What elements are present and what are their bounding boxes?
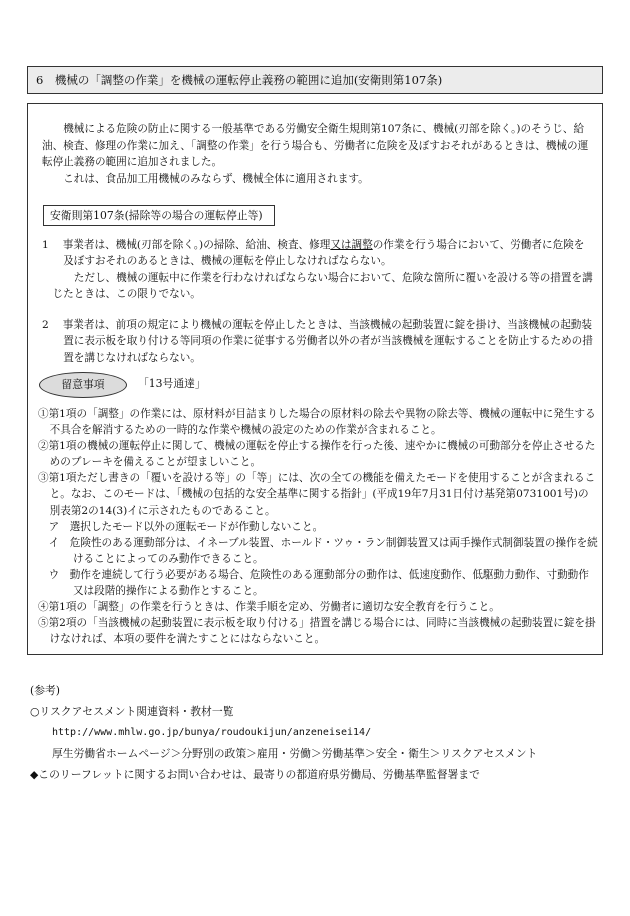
clause-1-text-a: 事業者は、機械(刃部を除く。)の掃除、給油、検査、修理 xyxy=(62,239,331,251)
clause-1-underlined-text: 又は調整 xyxy=(330,239,373,251)
clause-1-number: 1 xyxy=(42,239,49,251)
content-box xyxy=(27,103,603,655)
intro-paragraph-1: 機械による危険の防止に関する一般基準である労働安全衛生規則第107条に、機械(刃部を除く。)のそうじ、給油、検査、修理の作業に加え、「調整の作業」を行う場合も、労働者に危険を及ぼすおそれがあるときは、機械の運転停止義務の範囲に追加されました。 xyxy=(42,123,589,168)
note-subitem: ウ 動作を連続して行う必要がある場合、危険性のある運動部分の動作は、低速度動作、低駆動力動作、寸動動作又は段階的操作による動作とすること。 xyxy=(48,568,589,598)
clause-1-text-b: の作業を行う場合において、労働者に危険を及ぼすおそれのあるときは、機械の運転を停止しなければならない。 xyxy=(63,239,585,268)
reference-url-link[interactable]: http://www.mhlw.go.jp/bunya/roudoukijun/anzeneisei14/ xyxy=(52,727,372,738)
intro-text xyxy=(42,121,592,187)
notice-reference: 「13号通達」 xyxy=(138,377,206,390)
notes-list xyxy=(38,406,598,647)
note-item: ④第1項の「調整」の作業を行うときは、作業手順を定め、労働者に適切な安全教育を行うこと。 xyxy=(38,601,500,614)
note-item: ②第1項の機械の運転停止に関して、機械の運転を停止する操作を行った後、速やかに機械の可動部分を停止させるためのブレーキを備えることが望ましいこと。 xyxy=(38,440,596,469)
section-title: 6 機械の「調整の作業」を機械の運転停止義務の範囲に追加(安衛則第107条) xyxy=(27,66,603,94)
notes-label-oval: 留意事項 xyxy=(39,372,127,398)
article-heading: 安衛則第107条(掃除等の場合の運転停止等) xyxy=(43,205,275,226)
clause-2-text: 事業者は、前項の規定により機械の運転を停止したときは、当該機械の起動装置に錠を掛け、当該機械の起動装置に表示板を取り付ける等同項の作業に従事する労働者以外の者が当該機械を運転することを防止するための措置を講じなければならない。 xyxy=(62,319,593,364)
note-subitem: ア 選択したモード以外の運転モードが作動しないこと。 xyxy=(48,520,324,533)
references-section xyxy=(30,680,610,785)
note-subitem: イ 危険性のある運動部分は、イネーブル装置、ホールド・ツゥ・ラン制御装置又は両手操作式制御装置の操作を続けることによってのみ動作できること。 xyxy=(48,536,598,565)
note-item: ⑤第2項の「当該機械の起動装置に表示板を取り付ける」措置を講じる場合には、同時に当該機械の起動装置に錠を掛けなければ、本項の要件を満たすことにはならないこと。 xyxy=(38,617,596,646)
note-item: ①第1項の「調整」の作業には、原材料が目詰まりした場合の原材料の除去や異物の除去等、機械の運転中に発生する不具合を解消するための一時的な作業や機械の設定のための作業が含まれること。 xyxy=(38,408,596,437)
contact-note: ◆このリーフレットに関するお問い合わせは、最寄りの都道府県労働局、労働基準監督署まで xyxy=(30,768,480,781)
reference-path: 厚生労働省ホームページ＞分野別の政策＞雇用・労働＞労働基準＞安全・衛生＞リスクアセスメント xyxy=(52,747,538,760)
clause-1 xyxy=(42,237,594,270)
clause-2 xyxy=(42,317,594,366)
references-header: (参考) xyxy=(30,684,61,697)
reference-item: ○リスクアセスメント関連資料・教材一覧 xyxy=(30,705,234,718)
clause-2-number: 2 xyxy=(42,319,49,332)
clause-1-proviso: ただし、機械の運転中に作業を行わなければならない場合において、危険な箇所に覆いを設ける等の措置を講じたときは、この限りでない。 xyxy=(52,271,593,300)
intro-paragraph-2: これは、食品加工用機械のみならず、機械全体に適用されます。 xyxy=(63,172,369,185)
note-item: ③第1項ただし書きの「覆いを設ける等」の「等」には、次の全ての機能を備えたモードを使用することが含まれること。なお、このモードは、「機械の包括的な安全基準に関する指針」(平成19年7月31日付け基発第0731001号)の別表第2の14(3)イに示されたものであること。 xyxy=(38,472,596,517)
article-clauses xyxy=(42,237,594,366)
